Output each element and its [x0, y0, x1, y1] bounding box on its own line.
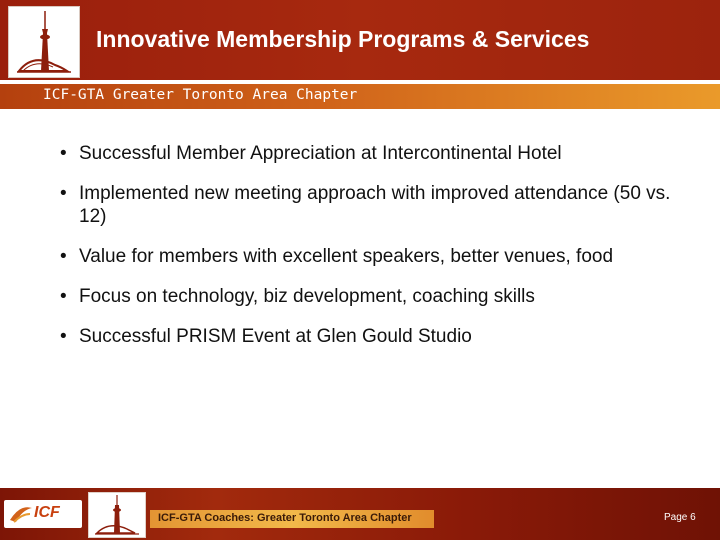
page-title: Innovative Membership Programs & Services — [96, 26, 590, 52]
footer-tagline: ICF-GTA Coaches: Greater Toronto Area Chapter — [158, 512, 412, 524]
swoosh-icon — [6, 500, 36, 528]
icf-logo-text: ICF — [34, 504, 60, 521]
cn-tower-logo-icon — [88, 492, 146, 538]
bullet-text: Successful PRISM Event at Glen Gould Studio — [79, 326, 472, 347]
bullet-text: Successful Member Appreciation at Intercontinental Hotel — [79, 143, 562, 164]
list-item — [60, 142, 680, 165]
bullet-text: Focus on technology, biz development, coaching skills — [79, 286, 535, 307]
list-item — [60, 285, 680, 308]
chapter-subtitle: ICF-GTA Greater Toronto Area Chapter — [43, 87, 358, 103]
bullet-icon: • — [60, 183, 67, 204]
list-item — [60, 325, 680, 348]
bullet-icon: • — [60, 143, 67, 164]
cn-tower-logo-icon — [8, 6, 80, 78]
bullet-text: Implemented new meeting approach with improved attendance (50 vs. 12) — [79, 183, 671, 227]
page-number: Page 6 — [664, 512, 696, 523]
bullet-list — [60, 142, 680, 365]
bullet-text: Value for members with excellent speakers, better venues, food — [79, 246, 614, 267]
subtitle-strip — [0, 84, 720, 109]
list-item — [60, 182, 680, 228]
bullet-icon: • — [60, 286, 67, 307]
footer-band — [0, 488, 720, 540]
bullet-icon: • — [60, 246, 67, 267]
header-band — [0, 0, 720, 80]
bullet-icon: • — [60, 326, 67, 347]
list-item — [60, 245, 680, 268]
icf-logo — [4, 500, 82, 528]
footer-tagline-bar — [150, 510, 434, 528]
